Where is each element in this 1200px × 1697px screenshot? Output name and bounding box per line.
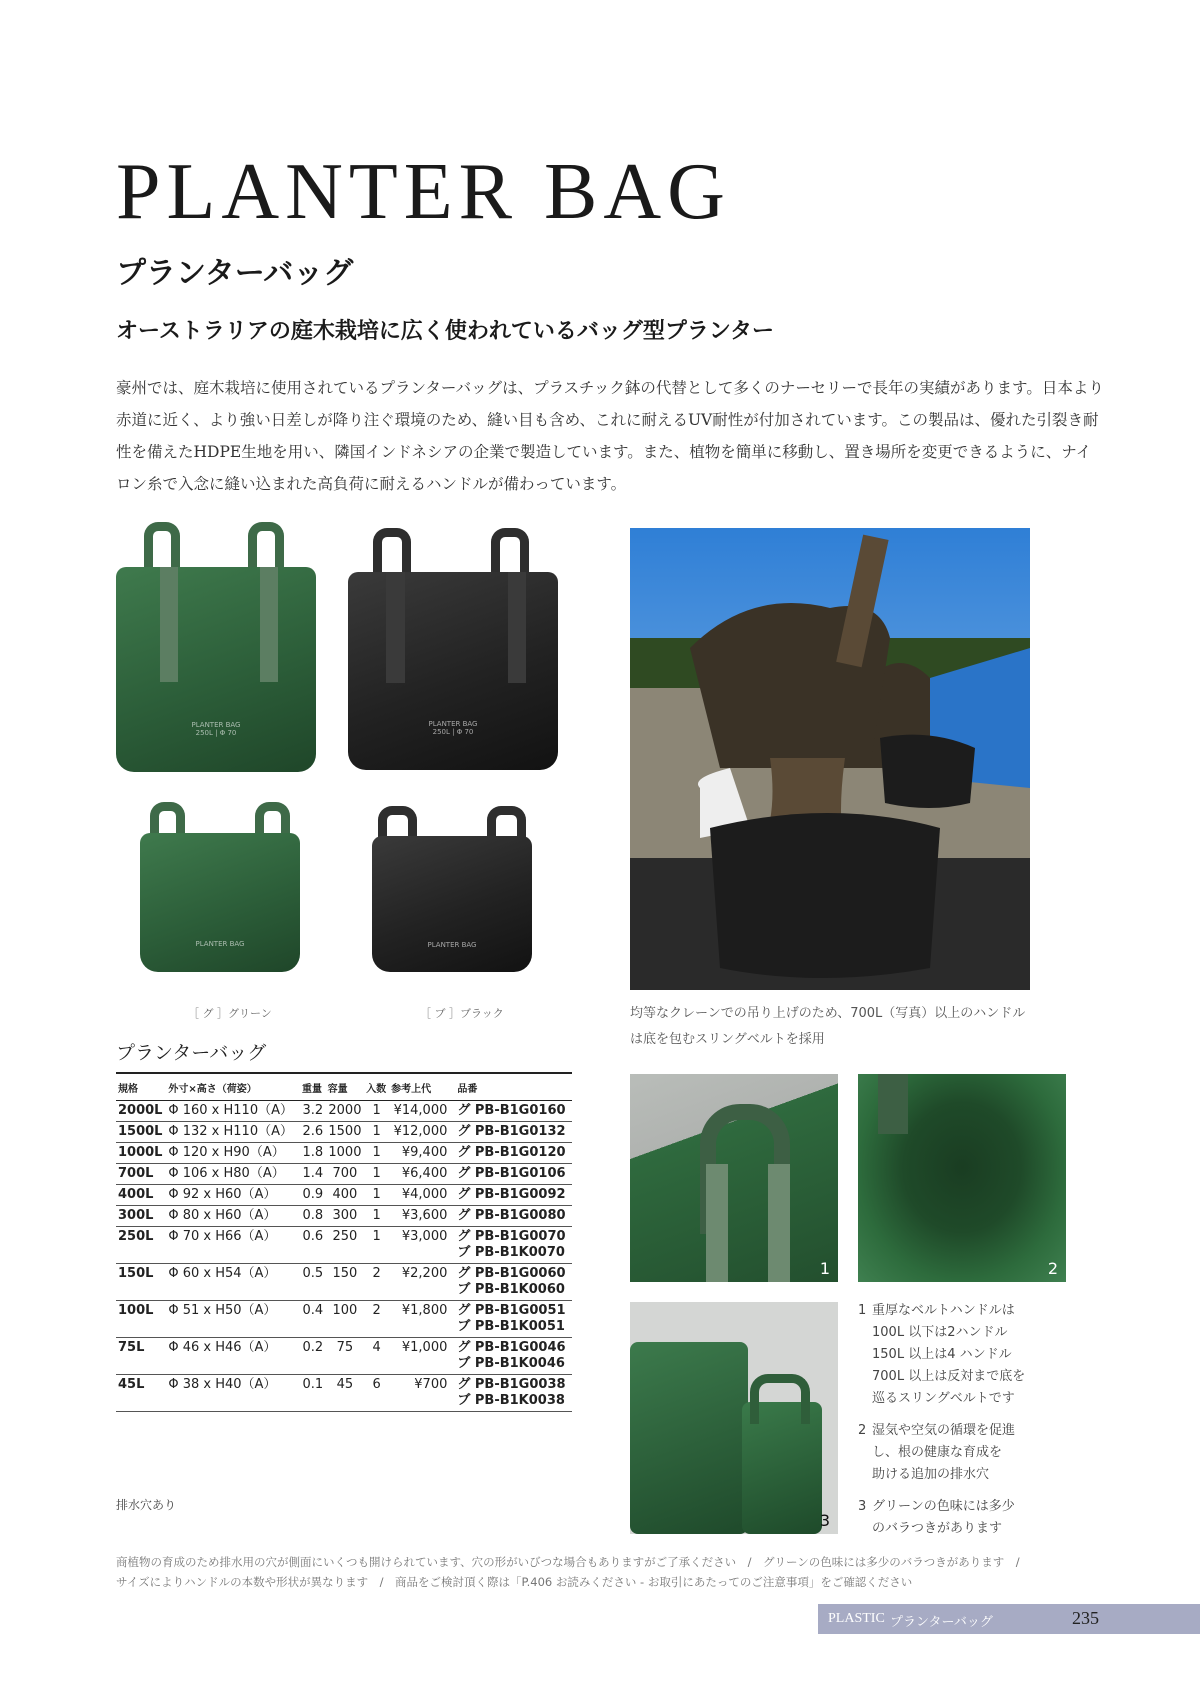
product-code: グ PB-B1G0060 xyxy=(457,1266,566,1281)
page-number: 235 xyxy=(1072,1608,1099,1628)
spec-price-cell: ¥3,600 xyxy=(389,1206,455,1227)
spec-weight-cell: 0.5 xyxy=(300,1264,326,1301)
product-code: ブ PB-B1K0070 xyxy=(457,1245,565,1260)
spec-table-header-row xyxy=(116,1073,572,1101)
table-row xyxy=(116,1164,572,1185)
tree-photo-illustration xyxy=(630,528,1030,990)
feature-list xyxy=(858,1300,1098,1550)
col-header-weight: 重量 xyxy=(300,1073,326,1101)
table-row xyxy=(116,1122,572,1143)
spec-size-cell: 75L xyxy=(116,1338,166,1375)
page-title-ja: プランターバッグ xyxy=(116,256,354,291)
table-row xyxy=(116,1101,572,1122)
table-row xyxy=(116,1227,572,1264)
spec-dims-cell: Φ 46 x H46（A） xyxy=(166,1338,300,1375)
detail-photo-drainage xyxy=(858,1074,1066,1282)
product-code: グ PB-B1G0038 xyxy=(457,1377,566,1392)
spec-dims-cell: Φ 70 x H66（A） xyxy=(166,1227,300,1264)
bag-mark-size: 250L | Φ 70 xyxy=(432,728,474,737)
feature-number: 3 xyxy=(858,1499,867,1514)
spec-size-cell: 150L xyxy=(116,1264,166,1301)
spec-price-cell: ¥9,400 xyxy=(389,1143,455,1164)
spec-dims-cell: Φ 106 x H80（A） xyxy=(166,1164,300,1185)
spec-code-cell xyxy=(455,1143,572,1164)
product-code: グ PB-B1G0092 xyxy=(457,1187,566,1202)
product-code: ブ PB-B1K0046 xyxy=(457,1356,565,1371)
spec-size-cell: 400L xyxy=(116,1185,166,1206)
spec-capacity-cell: 1500 xyxy=(326,1122,365,1143)
feature-item xyxy=(858,1300,1098,1410)
feature-number: 1 xyxy=(858,1303,867,1318)
black-bag-large-image xyxy=(348,528,558,770)
product-photo-group xyxy=(116,520,576,1000)
spec-price-cell: ¥14,000 xyxy=(389,1101,455,1122)
footnote xyxy=(116,1552,1116,1592)
spec-price-cell: ¥700 xyxy=(389,1375,455,1412)
spec-code-cell xyxy=(455,1206,572,1227)
spec-price-cell: ¥12,000 xyxy=(389,1122,455,1143)
spec-price-cell: ¥2,200 xyxy=(389,1264,455,1301)
col-header-price: 参考上代 xyxy=(389,1073,455,1101)
spec-qty-cell: 1 xyxy=(364,1143,389,1164)
feature-item xyxy=(858,1496,1098,1540)
spec-price-cell: ¥1,800 xyxy=(389,1301,455,1338)
bag-mark-text: PLANTER BAG xyxy=(195,940,245,949)
feature-text: 重厚なベルトハンドルは 100L 以下は2ハンドル 150L 以上は4 ハンドル 700L 以上は反対まで底を 巡るスリングベルトです xyxy=(872,1303,1026,1406)
feature-text: グリーンの色味には多少 のバラつきがあります xyxy=(872,1499,1015,1536)
tree-in-bag-photo xyxy=(630,528,1030,990)
spec-size-cell: 1000L xyxy=(116,1143,166,1164)
spec-qty-cell: 4 xyxy=(364,1338,389,1375)
spec-qty-cell: 2 xyxy=(364,1264,389,1301)
product-code: グ PB-B1G0046 xyxy=(457,1340,566,1355)
product-code: グ PB-B1G0106 xyxy=(457,1166,566,1181)
spec-capacity-cell: 300 xyxy=(326,1206,365,1227)
col-header-size: 規格 xyxy=(116,1073,166,1101)
spec-code-cell xyxy=(455,1264,572,1301)
spec-table-title: プランターバッグ xyxy=(116,1042,267,1064)
spec-size-cell: 300L xyxy=(116,1206,166,1227)
table-row xyxy=(116,1375,572,1412)
caption-black: ［ ブ ］ブラック xyxy=(420,1007,504,1020)
tree-photo-caption: 均等なクレーンでの吊り上げのため、700L（写真）以上のハンドルは底を包むスリングベルトを採用 xyxy=(630,1006,1026,1047)
spec-table xyxy=(116,1072,572,1412)
footer-category-ja: プランターバッグ xyxy=(890,1615,993,1630)
spec-capacity-cell: 2000 xyxy=(326,1101,365,1122)
spec-capacity-cell: 150 xyxy=(326,1264,365,1301)
table-row xyxy=(116,1301,572,1338)
spec-capacity-cell: 400 xyxy=(326,1185,365,1206)
product-code: グ PB-B1G0120 xyxy=(457,1145,566,1160)
subtitle: オーストラリアの庭木栽培に広く使われているバッグ型プランター xyxy=(116,318,775,344)
spec-weight-cell: 3.2 xyxy=(300,1101,326,1122)
spec-capacity-cell: 250 xyxy=(326,1227,365,1264)
feature-number: 2 xyxy=(858,1423,867,1438)
spec-size-cell: 1500L xyxy=(116,1122,166,1143)
spec-price-cell: ¥3,000 xyxy=(389,1227,455,1264)
spec-code-cell xyxy=(455,1301,572,1338)
spec-dims-cell: Φ 160 x H110（A） xyxy=(166,1101,300,1122)
spec-code-cell xyxy=(455,1227,572,1264)
detail-photo-label-3: 3 xyxy=(819,1511,830,1530)
bag-mark-text: PLANTER BAG xyxy=(427,940,477,949)
detail-photo-handle xyxy=(630,1074,838,1282)
table-row xyxy=(116,1206,572,1227)
spec-weight-cell: 0.4 xyxy=(300,1301,326,1338)
spec-dims-cell: Φ 92 x H60（A） xyxy=(166,1185,300,1206)
product-code: グ PB-B1G0051 xyxy=(457,1303,566,1318)
table-row xyxy=(116,1143,572,1164)
spec-price-cell: ¥4,000 xyxy=(389,1185,455,1206)
spec-code-cell xyxy=(455,1101,572,1122)
product-code: グ PB-B1G0070 xyxy=(457,1229,566,1244)
green-bag-small-image xyxy=(140,802,300,972)
table-row xyxy=(116,1185,572,1206)
feature-item xyxy=(858,1420,1098,1486)
spec-dims-cell: Φ 60 x H54（A） xyxy=(166,1264,300,1301)
spec-capacity-cell: 45 xyxy=(326,1375,365,1412)
spec-weight-cell: 0.8 xyxy=(300,1206,326,1227)
spec-capacity-cell: 100 xyxy=(326,1301,365,1338)
spec-capacity-cell: 700 xyxy=(326,1164,365,1185)
spec-price-cell: ¥6,400 xyxy=(389,1164,455,1185)
spec-size-cell: 700L xyxy=(116,1164,166,1185)
caption-green: ［ グ ］グリーン xyxy=(188,1007,272,1020)
spec-code-cell xyxy=(455,1164,572,1185)
spec-weight-cell: 0.1 xyxy=(300,1375,326,1412)
bag-mark-text: PLANTER BAG xyxy=(428,720,478,729)
bag-mark-text: PLANTER BAG xyxy=(191,721,241,729)
intro-paragraph: 豪州では、庭木栽培に使用されているプランターバッグは、プラスチック鉢の代替として多くのナーセリーで長年の実績があります。日本より赤道に近く、より強い日差しが降り注ぐ環境のため、縫い目も含め、これに耐えるUV耐性が付加されています。この製品は、優れた引裂き耐性を備えたHDPE生地を用い、隣国インドネシアの企業で製造しています。また、植物を簡単に移動し、置き場所を変更できるように、ナイロン糸で入念に縫い込まれた高負荷に耐えるハンドルが備わっています。 xyxy=(116,379,1104,493)
spec-qty-cell: 1 xyxy=(364,1185,389,1206)
spec-weight-cell: 0.9 xyxy=(300,1185,326,1206)
spec-qty-cell: 1 xyxy=(364,1101,389,1122)
bag-mark-size: 250L | Φ 70 xyxy=(195,729,237,737)
green-bag-large-image xyxy=(116,522,316,772)
spec-qty-cell: 1 xyxy=(364,1164,389,1185)
footnote-line-2: サイズによりハンドルの本数や形状が異なります / 商品をご検討頂く際は「P.406 お読みください - お取引にあたってのご注意事項」をご確認ください xyxy=(116,1575,913,1589)
col-header-capacity: 容量 xyxy=(326,1073,365,1101)
product-code: ブ PB-B1K0051 xyxy=(457,1319,565,1334)
spec-code-cell xyxy=(455,1338,572,1375)
spec-qty-cell: 6 xyxy=(364,1375,389,1412)
col-header-qty: 入数 xyxy=(364,1073,389,1101)
black-bag-small-image xyxy=(372,806,532,972)
product-code: グ PB-B1G0160 xyxy=(457,1103,566,1118)
spec-dims-cell: Φ 38 x H40（A） xyxy=(166,1375,300,1412)
table-note: 排水穴あり xyxy=(116,1498,177,1512)
detail-photo-label-2: 2 xyxy=(1047,1259,1058,1278)
spec-dims-cell: Φ 80 x H60（A） xyxy=(166,1206,300,1227)
spec-code-cell xyxy=(455,1375,572,1412)
product-code: グ PB-B1G0080 xyxy=(457,1208,566,1223)
product-code: ブ PB-B1K0060 xyxy=(457,1282,565,1297)
spec-weight-cell: 1.4 xyxy=(300,1164,326,1185)
spec-weight-cell: 0.2 xyxy=(300,1338,326,1375)
page-title: PLANTER BAG xyxy=(116,148,731,236)
col-header-code: 品番 xyxy=(455,1073,572,1101)
feature-text: 湿気や空気の循環を促進 し、根の健康な育成を 助ける追加の排水穴 xyxy=(872,1423,1016,1482)
spec-weight-cell: 1.8 xyxy=(300,1143,326,1164)
product-code: ブ PB-B1K0038 xyxy=(457,1393,565,1408)
product-code: グ PB-B1G0132 xyxy=(457,1124,566,1139)
spec-size-cell: 100L xyxy=(116,1301,166,1338)
spec-dims-cell: Φ 120 x H90（A） xyxy=(166,1143,300,1164)
spec-size-cell: 250L xyxy=(116,1227,166,1264)
spec-size-cell: 45L xyxy=(116,1375,166,1412)
spec-qty-cell: 1 xyxy=(364,1227,389,1264)
spec-size-cell: 2000L xyxy=(116,1101,166,1122)
spec-capacity-cell: 75 xyxy=(326,1338,365,1375)
col-header-dims: 外寸×高さ（荷姿） xyxy=(166,1073,300,1101)
spec-code-cell xyxy=(455,1122,572,1143)
table-row xyxy=(116,1338,572,1375)
spec-capacity-cell: 1000 xyxy=(326,1143,365,1164)
footer-category: PLASTIC xyxy=(828,1611,885,1626)
spec-weight-cell: 0.6 xyxy=(300,1227,326,1264)
table-row xyxy=(116,1264,572,1301)
detail-photo-sizes xyxy=(630,1302,838,1534)
spec-code-cell xyxy=(455,1185,572,1206)
spec-qty-cell: 1 xyxy=(364,1206,389,1227)
spec-weight-cell: 2.6 xyxy=(300,1122,326,1143)
detail-photo-label-1: 1 xyxy=(819,1259,830,1278)
spec-dims-cell: Φ 132 x H110（A） xyxy=(166,1122,300,1143)
spec-price-cell: ¥1,000 xyxy=(389,1338,455,1375)
spec-dims-cell: Φ 51 x H50（A） xyxy=(166,1301,300,1338)
spec-qty-cell: 1 xyxy=(364,1122,389,1143)
footnote-line-1: 商植物の育成のため排水用の穴が側面にいくつも開けられています、穴の形がいびつな場合もありますがご了承ください / グリーンの色味には多少のバラつきがあります / xyxy=(116,1555,1020,1569)
spec-qty-cell: 2 xyxy=(364,1301,389,1338)
